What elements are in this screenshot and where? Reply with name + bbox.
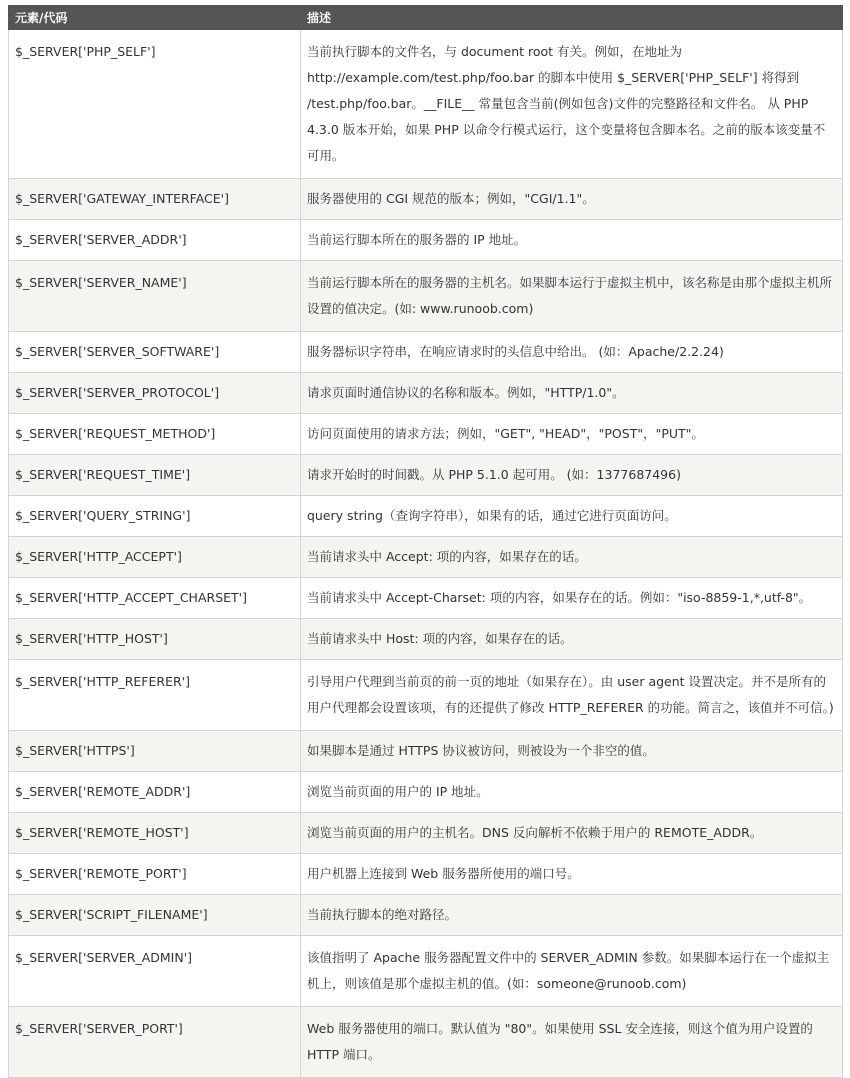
cell-description: query string（查询字符串），如果有的话，通过它进行页面访问。 bbox=[301, 496, 843, 537]
table-row bbox=[9, 179, 843, 220]
table-row bbox=[9, 455, 843, 496]
table-row bbox=[9, 660, 843, 731]
cell-code: $_SERVER['SERVER_SOFTWARE'] bbox=[9, 332, 301, 373]
table-row bbox=[9, 261, 843, 332]
cell-code: $_SERVER['SERVER_ADMIN'] bbox=[9, 936, 301, 1007]
table-row bbox=[9, 854, 843, 895]
table-row bbox=[9, 936, 843, 1007]
cell-description: 访问页面使用的请求方法；例如，"GET", "HEAD"，"POST"，"PUT"。 bbox=[301, 414, 843, 455]
cell-code: $_SERVER['QUERY_STRING'] bbox=[9, 496, 301, 537]
cell-code: $_SERVER['HTTP_HOST'] bbox=[9, 619, 301, 660]
cell-description: 当前执行脚本的文件名，与 document root 有关。例如，在地址为 http://example.com/test.php/foo.bar 的脚本中使用 $_SERVER['PHP_SELF'] 将得到 /test.php/foo.bar。__FILE__ 常量包含当前(例如包含)文件的完整路径和文件名。 从 PHP 4.3.0 版本开始，如果 PHP 以命令行模式运行，这个变量将包含脚本名。之前的版本该变量不可用。 bbox=[301, 30, 843, 179]
table-row bbox=[9, 813, 843, 854]
cell-description: Web 服务器使用的端口。默认值为 "80"。如果使用 SSL 安全连接，则这个值为用户设置的 HTTP 端口。 bbox=[301, 1007, 843, 1078]
table-row bbox=[9, 30, 843, 179]
table-row bbox=[9, 895, 843, 936]
table-row bbox=[9, 772, 843, 813]
cell-description: 当前请求头中 Host: 项的内容，如果存在的话。 bbox=[301, 619, 843, 660]
table-row bbox=[9, 373, 843, 414]
cell-code: $_SERVER['SERVER_PORT'] bbox=[9, 1007, 301, 1078]
table-row bbox=[9, 220, 843, 261]
table-row bbox=[9, 578, 843, 619]
cell-description: 浏览当前页面的用户的主机名。DNS 反向解析不依赖于用户的 REMOTE_ADDR。 bbox=[301, 813, 843, 854]
cell-code: $_SERVER['HTTP_REFERER'] bbox=[9, 660, 301, 731]
cell-description: 如果脚本是通过 HTTPS 协议被访问，则被设为一个非空的值。 bbox=[301, 731, 843, 772]
table-row bbox=[9, 1007, 843, 1078]
cell-code: $_SERVER['SERVER_PROTOCOL'] bbox=[9, 373, 301, 414]
cell-code: $_SERVER['PHP_SELF'] bbox=[9, 30, 301, 179]
cell-description: 服务器标识字符串，在响应请求时的头信息中给出。 (如：Apache/2.2.24) bbox=[301, 332, 843, 373]
cell-code: $_SERVER['HTTP_ACCEPT_CHARSET'] bbox=[9, 578, 301, 619]
cell-description: 当前请求头中 Accept-Charset: 项的内容，如果存在的话。例如："iso-8859-1,*,utf-8"。 bbox=[301, 578, 843, 619]
server-variables-table-container bbox=[8, 5, 842, 1078]
server-variables-table bbox=[8, 5, 843, 1078]
cell-code: $_SERVER['HTTPS'] bbox=[9, 731, 301, 772]
cell-code: $_SERVER['SCRIPT_FILENAME'] bbox=[9, 895, 301, 936]
cell-code: $_SERVER['SERVER_ADDR'] bbox=[9, 220, 301, 261]
cell-description: 当前运行脚本所在的服务器的主机名。如果脚本运行于虚拟主机中，该名称是由那个虚拟主机所设置的值决定。(如: www.runoob.com) bbox=[301, 261, 843, 332]
header-description: 描述 bbox=[301, 6, 843, 30]
cell-description: 当前请求头中 Accept: 项的内容，如果存在的话。 bbox=[301, 537, 843, 578]
table-row bbox=[9, 332, 843, 373]
table-header-row bbox=[9, 6, 843, 30]
cell-description: 该值指明了 Apache 服务器配置文件中的 SERVER_ADMIN 参数。如果脚本运行在一个虚拟主机上，则该值是那个虚拟主机的值。(如：someone@runoob.com) bbox=[301, 936, 843, 1007]
cell-description: 请求页面时通信协议的名称和版本。例如，"HTTP/1.0"。 bbox=[301, 373, 843, 414]
cell-code: $_SERVER['GATEWAY_INTERFACE'] bbox=[9, 179, 301, 220]
cell-code: $_SERVER['REMOTE_HOST'] bbox=[9, 813, 301, 854]
cell-description: 请求开始时的时间戳。从 PHP 5.1.0 起可用。 (如：1377687496) bbox=[301, 455, 843, 496]
cell-code: $_SERVER['REMOTE_ADDR'] bbox=[9, 772, 301, 813]
cell-description: 引导用户代理到当前页的前一页的地址（如果存在）。由 user agent 设置决定。并不是所有的用户代理都会设置该项，有的还提供了修改 HTTP_REFERER 的功能。简言之，该值并不可信。) bbox=[301, 660, 843, 731]
table-row bbox=[9, 414, 843, 455]
header-element-code: 元素/代码 bbox=[9, 6, 301, 30]
cell-description: 当前运行脚本所在的服务器的 IP 地址。 bbox=[301, 220, 843, 261]
cell-description: 用户机器上连接到 Web 服务器所使用的端口号。 bbox=[301, 854, 843, 895]
cell-description: 服务器使用的 CGI 规范的版本；例如，"CGI/1.1"。 bbox=[301, 179, 843, 220]
cell-description: 当前执行脚本的绝对路径。 bbox=[301, 895, 843, 936]
table-row bbox=[9, 619, 843, 660]
table-row bbox=[9, 496, 843, 537]
cell-code: $_SERVER['REQUEST_METHOD'] bbox=[9, 414, 301, 455]
table-row bbox=[9, 537, 843, 578]
table-row bbox=[9, 731, 843, 772]
cell-code: $_SERVER['REMOTE_PORT'] bbox=[9, 854, 301, 895]
cell-code: $_SERVER['REQUEST_TIME'] bbox=[9, 455, 301, 496]
cell-description: 浏览当前页面的用户的 IP 地址。 bbox=[301, 772, 843, 813]
cell-code: $_SERVER['HTTP_ACCEPT'] bbox=[9, 537, 301, 578]
cell-code: $_SERVER['SERVER_NAME'] bbox=[9, 261, 301, 332]
